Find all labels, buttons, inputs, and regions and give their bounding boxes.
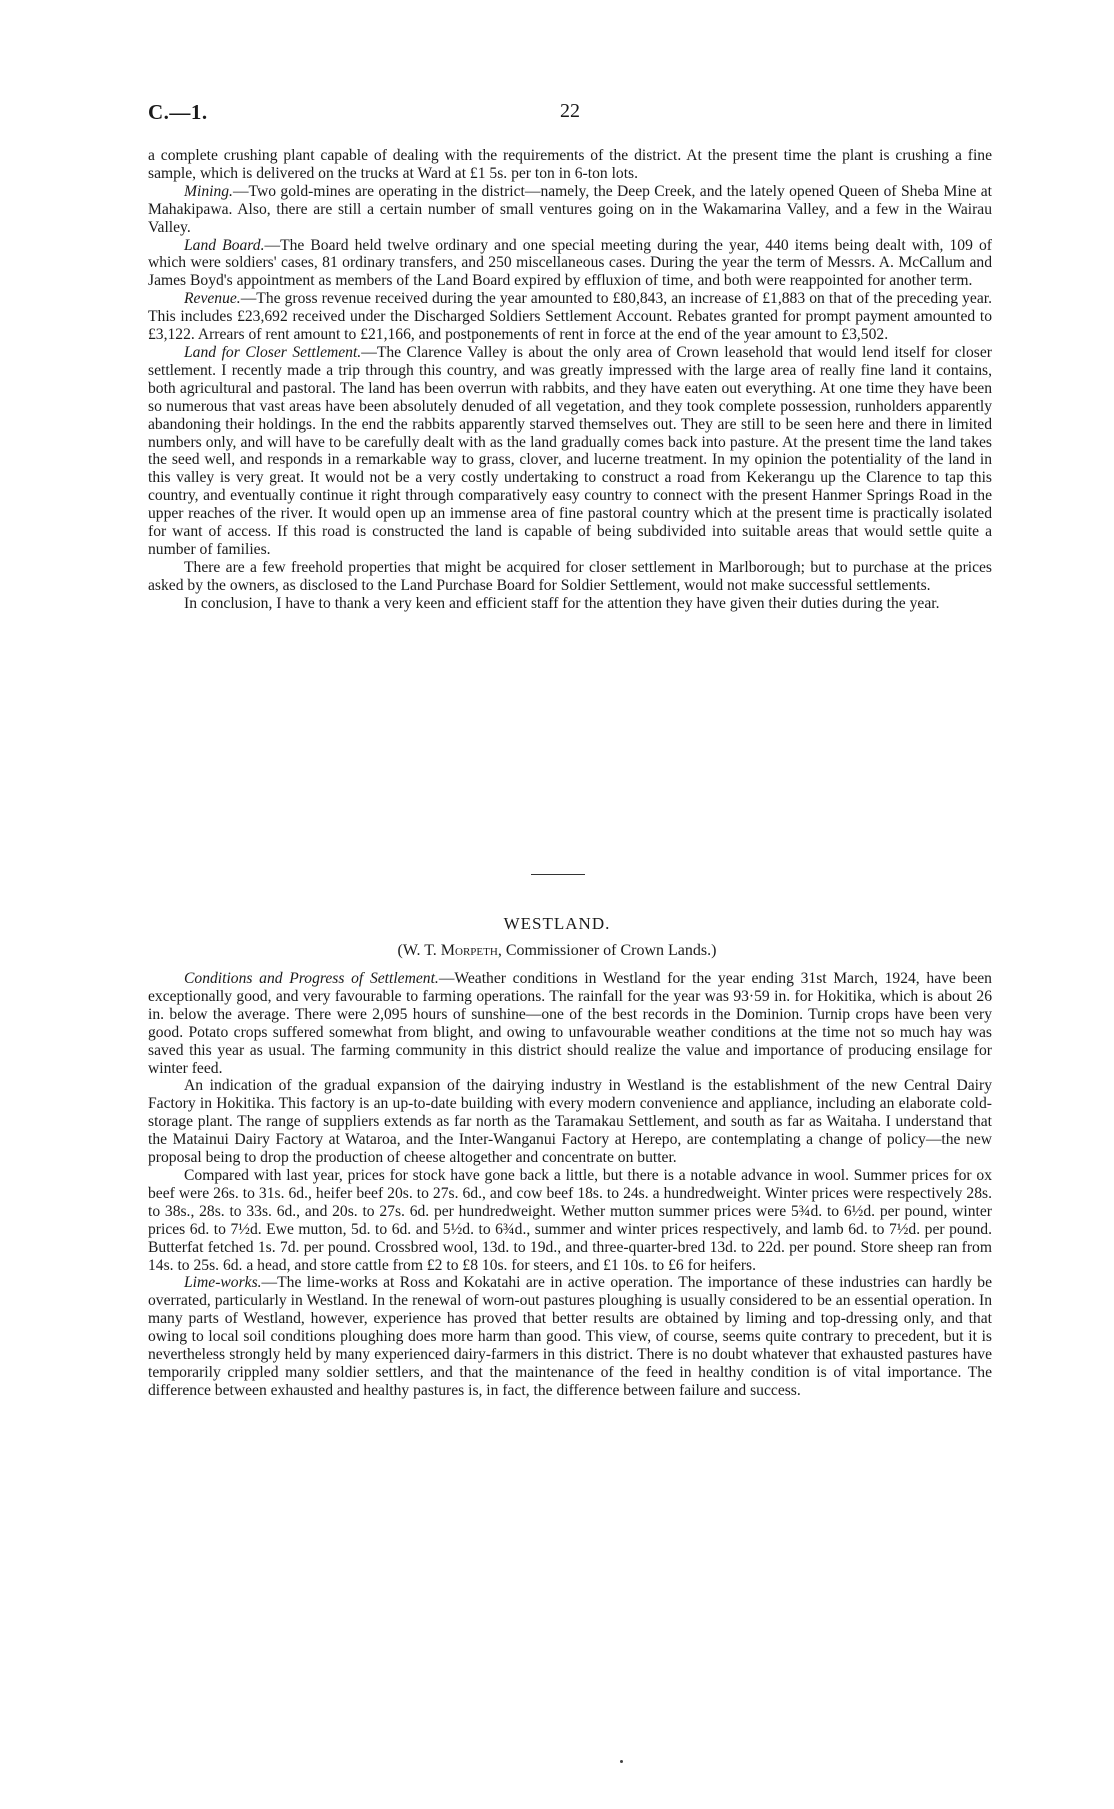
section-byline xyxy=(0,942,1114,960)
paragraph-conditions xyxy=(148,970,992,1077)
paragraph-crushing-plant: a complete crushing plant capable of dealing with the requirements of the district. At the present time the plant is crushing a fine sample, which is delivered on the trucks at Ward at £1 5s. per ton in 6-ton lots. xyxy=(148,147,992,182)
paragraph-conclusion: In conclusion, I have to thank a very keen and efficient staff for the attention they have given their duties during the year. xyxy=(184,594,940,612)
paragraph-lime-works xyxy=(148,1274,992,1399)
paragraph-lead: Lime-works. xyxy=(184,1274,262,1292)
paragraph-closer-settlement xyxy=(148,344,992,559)
paragraph-dairying: An indication of the gradual expansion of the dairying industry in Westland is the establishment of the new Central Dairy Factory in Hokitika. This factory is an up-to-date building with every modern convenience and appliance, including an elaborate cold-storage plant. The range of suppliers extends as far north as the Taramakau Settlement, and south as far as Waitaha. I understand that the Matainui Dairy Factory at Wataroa, and the Inter-Wanganui Factory at Herepo, are contemplating a change of policy—the new proposal being to drop the production of cheese altogether and concentrate on butter. xyxy=(148,1077,992,1167)
paragraph-text: —The Board held twelve ordinary and one special meeting during the year, 440 items being dealt with, 109 of which were soldiers' cases, 81 ordinary transfers, and 250 miscellaneous cases. During the year the term of Messrs. A. McCallum and James Boyd's appointment as members of the Land Board expired by effluxion of time, and both were reappointed for another term. xyxy=(148,236,992,290)
page-number: 22 xyxy=(560,100,580,122)
commissioner-name: Morpeth xyxy=(440,942,498,959)
paragraph-prices: Compared with last year, prices for stock have gone back a little, but there is a notable advance in wool. Summer prices for ox beef were 26s. to 31s. 6d., heifer beef 20s. to 27s. 6d., and cow beef 18s. to 24s. a hundredweight. Winter prices were respectively 28s. to 38s., 28s. to 33s. 6d., and 20s. to 27s. 6d. per hundredweight. Wether mutton summer prices were 5¾d. to 6½d. per pound, winter prices 6d. to 7½d. Ewe mutton, 5d. to 6d. and 5½d. to 6¾d., summer and winter prices respectively, and lamb 6d. to 7½d. per pound. Butterfat fetched 1s. 7d. per pound. Crossbred wool, 13d. to 19d., and three-quarter-bred 13d. to 22d. per pound. Store sheep ran from 14s. to 25s. 6d. a head, and store cattle from £2 to £8 10s. for steers, and £1 10s. to £6 for heifers. xyxy=(148,1166,992,1274)
paragraph-text: —Weather conditions in Westland for the year ending 31st March, 1924, have been exceptionally good, and very favourable to farming operations. The rainfall for the year was 93·59 in. for Hokitika, which is about 26 in. below the average. There were 2,095 hours of sunshine—one of the best records in the Dominion. Turnip crops have been very good. Potato crops suffered somewhat from blight, and owing to unfavourable weather conditions at the time not so much hay was saved this year as usual. The farming community in this district should realize the value and importance of producing ensilage for winter feed. xyxy=(148,970,992,1077)
section-divider xyxy=(531,874,585,875)
paragraph-lead: Mining. xyxy=(184,182,233,200)
section-heading: WESTLAND. xyxy=(503,914,611,933)
paragraph-text: —Two gold-mines are operating in the district—namely, the Deep Creek, and the lately opened Queen of Sheba Mine at Mahakipawa. Also, there are still a certain number of small ventures going on in the Wakamarina Valley, and a few in the Wairau Valley. xyxy=(148,182,992,236)
paragraph-revenue xyxy=(148,290,992,344)
paragraph-lead: Conditions and Progress of Settlement. xyxy=(184,970,439,987)
paragraph-lead: Revenue. xyxy=(184,290,241,308)
paragraph-mining xyxy=(148,183,992,237)
page-header xyxy=(148,100,992,128)
print-speck xyxy=(620,1760,623,1763)
paragraph-text: —The gross revenue received during the year amounted to £80,843, an increase of £1,883 on that of the preceding year. This includes £23,692 received under the Discharged Soldiers Settlement Account. Rebates granted for prompt payment amounted to £3,122. Arrears of rent amount to £21,166, and postponements of rent in force at the end of the year amount to £3,502. xyxy=(148,290,992,344)
westland-report xyxy=(148,970,992,1400)
byline-prefix: (W. T. xyxy=(397,942,441,959)
paragraph-text: —The Clarence Valley is about the only area of Crown leasehold that would lend itself for closer settlement. I recently made a trip through this country, and was greatly impressed with the large area of really fine land it contains, both agricultural and pastoral. The land has been overrun with rabbits, and they have eaten out everything. At one time they have been so numerous that vast areas have been absolutely denuded of all vegetation, and they took complete possession, runholders apparently abandoning their holdings. In the end the rabbits apparently starved themselves out. They are still to be seen here and there in limited numbers only, and will have to be carefully dealt with as the land gradually comes back into pasture. At the present time the land takes the seed well, and responds in a remarkable way to grass, clover, and lucerne treatment. In my opinion the potentiality of the land in this valley is very great. It would not be a very costly undertaking to construct a road from Kekerangu up the Clarence to tap this country, and eventually continue it right through comparatively easy country to connect with the present Hanmer Springs Road in the upper reaches of the river. It would open up an immense area of fine pastoral country which at the present time is practically isolated for want of access. If this road is constructed the land is capable of being subdivided into suitable areas that would settle quite a number of families. xyxy=(148,343,992,558)
paragraph-lead: Land Board. xyxy=(184,236,265,254)
paragraph-land-board xyxy=(148,237,992,291)
marlborough-report-continued xyxy=(148,147,992,613)
paragraph-freehold: There are a few freehold properties that might be acquired for closer settlement in Marlborough; but to purchase at the prices asked by the owners, as disclosed to the Land Purchase Board for Soldier Settlement, would not make successful settlements. xyxy=(148,558,992,594)
byline-suffix: , Commissioner of Crown Lands.) xyxy=(497,942,717,959)
paragraph-text: —The lime-works at Ross and Kokatahi are in active operation. The importance of these industries can hardly be overrated, particularly in Westland. In the renewal of worn-out pastures ploughing is usually considered to be an essential operation. In many parts of Westland, however, experience has proved that better results are obtained by liming and top-dressing only, and that owing to local soil conditions ploughing does more harm than good. This view, of course, seems quite contrary to precedent, but it is nevertheless strongly held by many experienced dairy-farmers in this district. There is no doubt whatever that exhausted pastures have temporarily crippled many soldier settlers, and that the maintenance of the feed in healthy condition is of vital importance. The difference between exhausted and healthy pastures is, in fact, the difference between failure and success. xyxy=(148,1274,992,1399)
paragraph-lead: Land for Closer Settlement. xyxy=(184,343,362,361)
document-id: C.—1. xyxy=(148,100,208,124)
